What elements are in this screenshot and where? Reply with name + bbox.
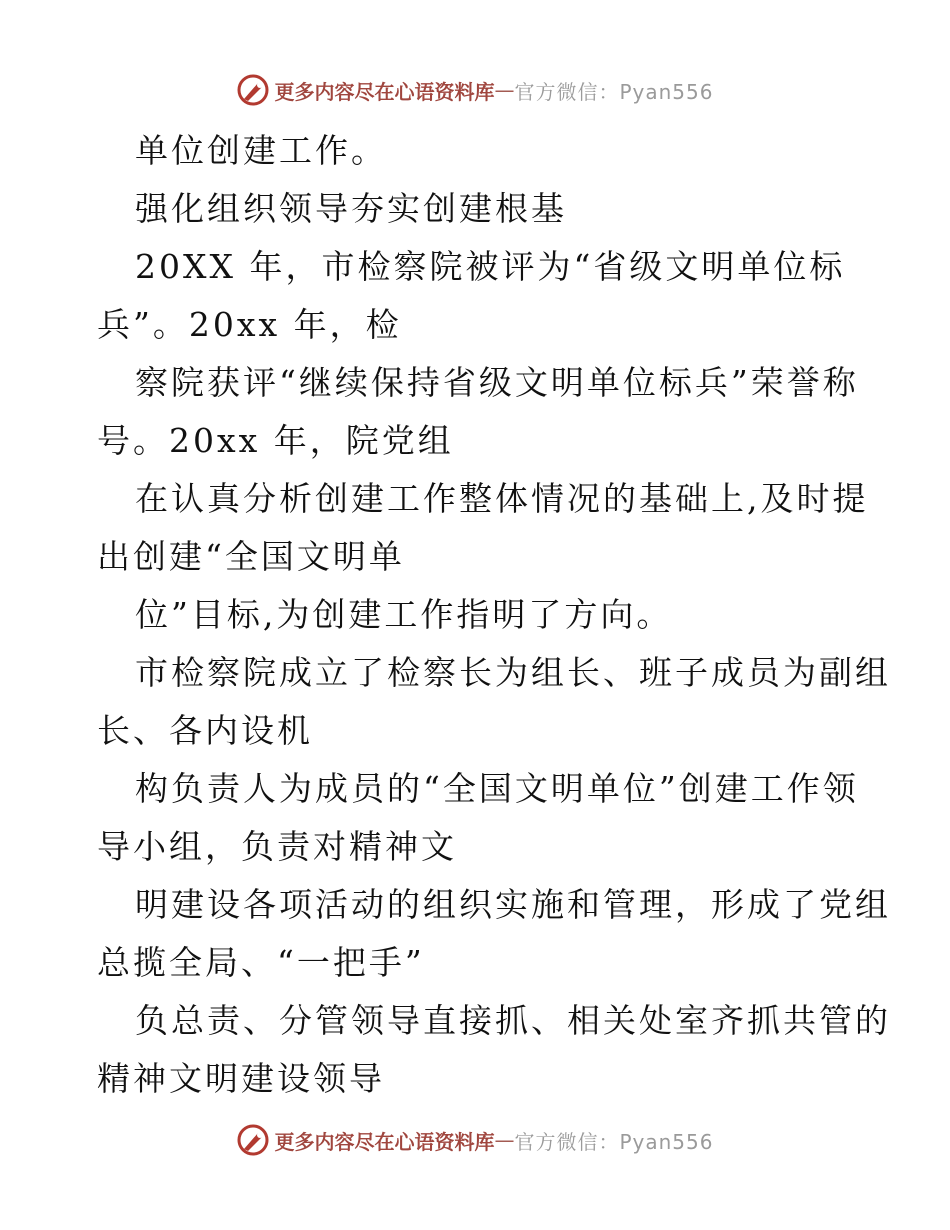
pen-logo-icon — [236, 1123, 270, 1157]
banner-wechat-text: 官方微信：Pyan556 — [514, 1129, 714, 1154]
text-line: 单位创建工作。 — [135, 131, 387, 170]
banner-wechat-text: 官方微信：Pyan556 — [514, 79, 714, 104]
text-line: 在认真分析创建工作整体情况的基础上,及时提 — [135, 479, 869, 518]
text-line: 兵”。20xx 年，检 — [97, 305, 402, 344]
text-line: 精神文明建设领导 — [97, 1059, 385, 1098]
pen-logo-icon — [236, 73, 270, 107]
text-line: 察院获评“继续保持省级文明单位标兵”荣誉称 — [135, 363, 859, 402]
text-line: 总揽全局、“一把手” — [97, 943, 425, 982]
footer-banner — [0, 1120, 950, 1160]
text-line: 负总责、分管领导直接抓、相关处室齐抓共管的 — [135, 1001, 891, 1040]
text-line: 出创建“全国文明单 — [97, 537, 405, 576]
text-line: 构负责人为成员的“全国文明单位”创建工作领 — [135, 769, 859, 808]
text-line: 明建设各项活动的组织实施和管理，形成了党组 — [135, 885, 891, 924]
text-line: 20XX 年，市检察院被评为“省级文明单位标 — [135, 247, 846, 286]
text-line: 市检察院成立了检察长为组长、班子成员为副组 — [135, 653, 891, 692]
header-banner — [0, 70, 950, 110]
text-line: 强化组织领导夯实创建根基 — [135, 189, 567, 228]
text-line: 长、各内设机 — [97, 711, 313, 750]
banner-separator: — — [494, 78, 515, 102]
banner-separator: — — [494, 1128, 515, 1152]
text-line: 位”目标,为创建工作指明了方向。 — [135, 595, 673, 634]
text-line: 号。20xx 年，院党组 — [97, 421, 454, 460]
banner-main-text: 更多内容尽在心语资料库 — [274, 79, 495, 104]
document-body — [0, 122, 950, 1108]
banner-main-text: 更多内容尽在心语资料库 — [274, 1129, 495, 1154]
text-line: 导小组，负责对精神文 — [97, 827, 457, 866]
